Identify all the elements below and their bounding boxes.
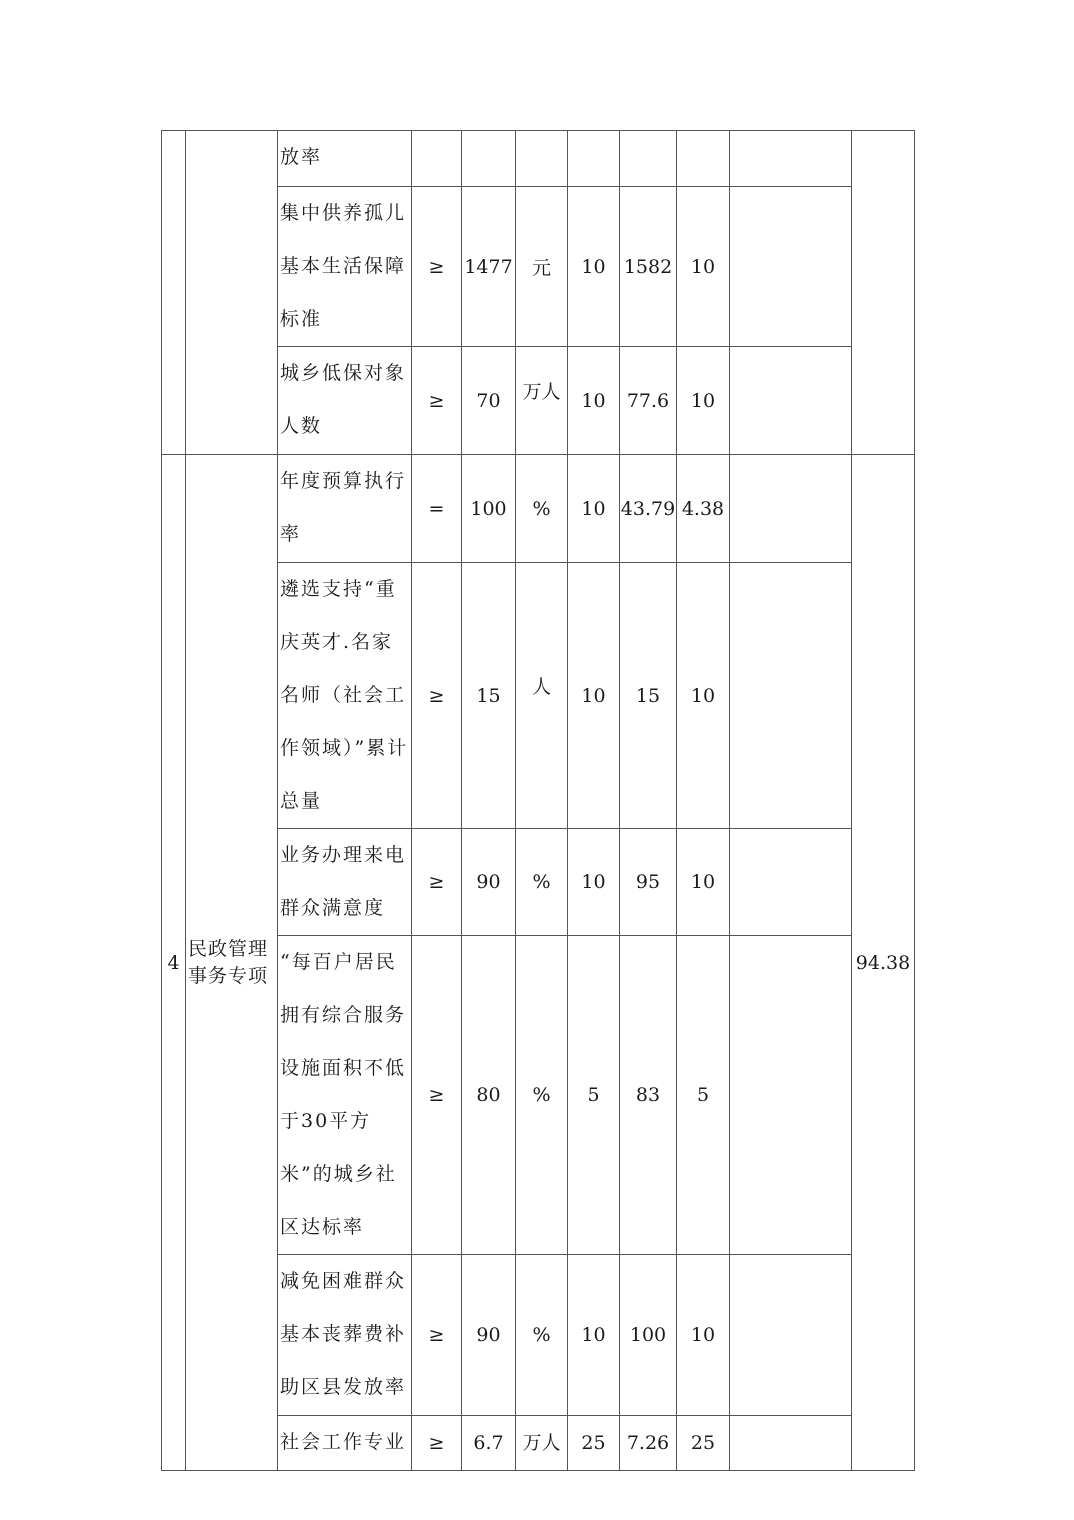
table-row [162, 131, 915, 187]
target-cell: 6.7 [462, 1416, 516, 1471]
score-cell: 10 [677, 1255, 730, 1416]
project-name-cell-prev [186, 131, 278, 455]
actual-cell: 95 [620, 829, 677, 936]
unit-cell: 人 [516, 563, 568, 829]
note-cell [730, 131, 852, 187]
actual-cell [620, 131, 677, 187]
target-cell [462, 131, 516, 187]
seq-cell-prev [162, 131, 186, 455]
operator-cell: ≥ [412, 563, 462, 829]
target-cell: 100 [462, 455, 516, 563]
note-cell [730, 455, 852, 563]
total-score-cell-prev [852, 131, 915, 455]
unit-cell [516, 131, 568, 187]
weight-cell: 10 [568, 563, 620, 829]
performance-table [161, 130, 915, 1471]
score-cell: 10 [677, 187, 730, 347]
target-cell: 90 [462, 829, 516, 936]
operator-cell: ≥ [412, 1416, 462, 1471]
score-cell [677, 131, 730, 187]
target-cell: 1477 [462, 187, 516, 347]
operator-cell: = [412, 455, 462, 563]
unit-cell: % [516, 829, 568, 936]
operator-cell [412, 131, 462, 187]
note-cell [730, 1255, 852, 1416]
score-cell: 10 [677, 563, 730, 829]
weight-cell: 10 [568, 829, 620, 936]
actual-cell: 83 [620, 936, 677, 1255]
target-cell: 70 [462, 347, 516, 455]
operator-cell: ≥ [412, 1255, 462, 1416]
weight-cell: 5 [568, 936, 620, 1255]
note-cell [730, 347, 852, 455]
unit-cell: 万人 [516, 1416, 568, 1471]
unit-cell: 万人 [516, 347, 568, 455]
actual-cell: 15 [620, 563, 677, 829]
score-cell: 10 [677, 347, 730, 455]
weight-cell: 10 [568, 455, 620, 563]
score-cell: 25 [677, 1416, 730, 1471]
project-name-cell: 民政管理事务专项 [186, 455, 278, 1471]
operator-cell: ≥ [412, 187, 462, 347]
indicator-cell: 业务办理来电群众满意度 [278, 829, 412, 936]
indicator-cell: 集中供养孤儿基本生活保障标准 [278, 187, 412, 347]
actual-cell: 77.6 [620, 347, 677, 455]
indicator-cell: 遴选支持“重庆英才.名家名师（社会工作领域）”累计总量 [278, 563, 412, 829]
operator-cell: ≥ [412, 347, 462, 455]
actual-cell: 1582 [620, 187, 677, 347]
weight-cell: 10 [568, 347, 620, 455]
score-cell: 5 [677, 936, 730, 1255]
actual-cell: 100 [620, 1255, 677, 1416]
note-cell [730, 563, 852, 829]
score-cell: 10 [677, 829, 730, 936]
target-cell: 15 [462, 563, 516, 829]
weight-cell: 25 [568, 1416, 620, 1471]
target-cell: 80 [462, 936, 516, 1255]
indicator-cell: 减免困难群众基本丧葬费补助区县发放率 [278, 1255, 412, 1416]
unit-cell: % [516, 1255, 568, 1416]
note-cell [730, 829, 852, 936]
indicator-cell: 城乡低保对象人数 [278, 347, 412, 455]
note-cell [730, 936, 852, 1255]
operator-cell: ≥ [412, 829, 462, 936]
indicator-cell: 社会工作专业 [278, 1416, 412, 1471]
unit-cell: 元 [516, 187, 568, 347]
note-cell [730, 1416, 852, 1471]
seq-cell: 4 [162, 455, 186, 1471]
indicator-cell: “每百户居民拥有综合服务设施面积不低于30平方米”的城乡社区达标率 [278, 936, 412, 1255]
actual-cell: 7.26 [620, 1416, 677, 1471]
weight-cell [568, 131, 620, 187]
total-score-cell: 94.38 [852, 455, 915, 1471]
weight-cell: 10 [568, 187, 620, 347]
unit-cell: % [516, 455, 568, 563]
unit-cell: % [516, 936, 568, 1255]
indicator-cell: 年度预算执行率 [278, 455, 412, 563]
operator-cell: ≥ [412, 936, 462, 1255]
score-cell: 4.38 [677, 455, 730, 563]
weight-cell: 10 [568, 1255, 620, 1416]
target-cell: 90 [462, 1255, 516, 1416]
note-cell [730, 187, 852, 347]
indicator-cell: 放率 [278, 131, 412, 187]
actual-cell: 43.79 [620, 455, 677, 563]
table-row [162, 455, 915, 563]
